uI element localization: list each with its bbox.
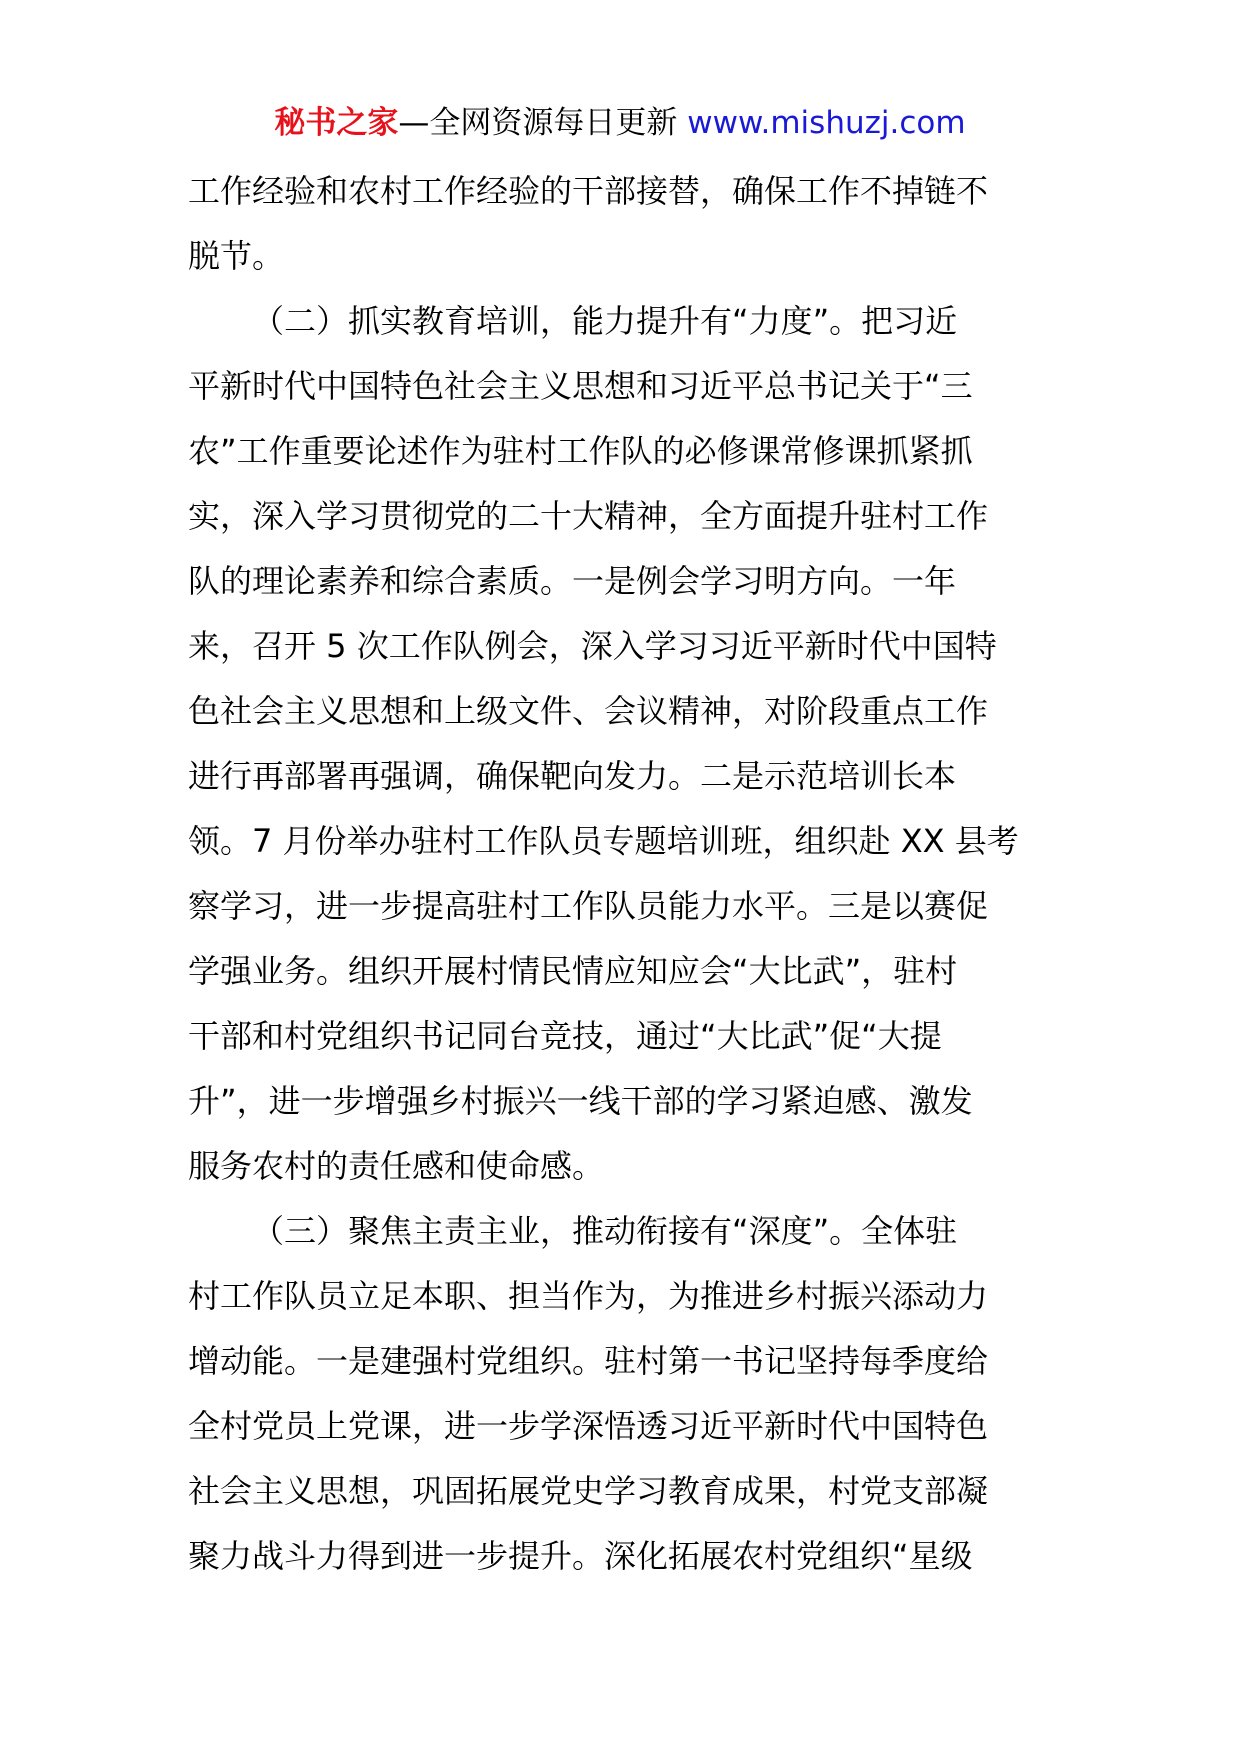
text-line: 进行再部署再强调，确保靶向发力。二是示范培训长本 [188, 757, 957, 795]
text-line: 实，深入学习贯彻党的二十大精神，全方面提升驻村工作 [188, 497, 989, 535]
text-line: 领。7 月份举办驻村工作队员专题培训班，组织赴 XX 县考 [188, 822, 1019, 860]
text-line: 社会主义思想，巩固拓展党史学习教育成果，村党支部凝 [188, 1472, 989, 1510]
text-line: 平新时代中国特色社会主义思想和习近平总书记关于“三 [188, 367, 973, 405]
document-body [188, 159, 1060, 1589]
text-line: 学强业务。组织开展村情民情应知应会“大比武”，驻村 [188, 952, 958, 990]
text-line: 村工作队员立足本职、担当作为，为推进乡村振兴添动力 [188, 1277, 989, 1315]
paragraph-continuation [188, 159, 1060, 289]
header-brand: 秘书之家 [274, 105, 399, 141]
page-header [0, 98, 1240, 148]
text-line: 色社会主义思想和上级文件、会议精神，对阶段重点工作 [188, 692, 989, 730]
text-line: 干部和村党组织书记同台竞技，通过“大比武”促“大提 [188, 1017, 942, 1055]
text-line: 农”工作重要论述作为驻村工作队的必修课常修课抓紧抓 [188, 432, 973, 470]
text-line: 全村党员上党课，进一步学深悟透习近平新时代中国特色 [188, 1407, 989, 1445]
text-line: （三）聚焦主责主业，推动衔接有“深度”。全体驻 [252, 1212, 958, 1250]
text-line: 队的理论素养和综合素质。一是例会学习明方向。一年 [188, 562, 957, 600]
text-line: 升”，进一步增强乡村振兴一线干部的学习紧迫感、激发 [188, 1082, 973, 1120]
text-line: 服务农村的责任感和使命感。 [188, 1147, 605, 1185]
text-line: 增动能。一是建强村党组织。驻村第一书记坚持每季度给 [188, 1342, 989, 1380]
text-line: 脱节。 [188, 237, 285, 275]
text-line: 工作经验和农村工作经验的干部接替，确保工作不掉链不 [188, 172, 989, 210]
header-url-link[interactable]: www.mishuzj.com [687, 105, 966, 141]
text-line: 察学习，进一步提高驻村工作队员能力水平。三是以赛促 [188, 887, 989, 925]
text-line: （二）抓实教育培训，能力提升有“力度”。把习近 [252, 302, 958, 340]
paragraph-section-3 [188, 1199, 1060, 1589]
text-line: 聚力战斗力得到进一步提升。深化拓展农村党组织“星级 [188, 1537, 973, 1575]
header-tagline: —全网资源每日更新 [398, 105, 688, 141]
text-line: 来，召开 5 次工作队例会，深入学习习近平新时代中国特 [188, 627, 997, 665]
paragraph-section-2 [188, 289, 1060, 1199]
